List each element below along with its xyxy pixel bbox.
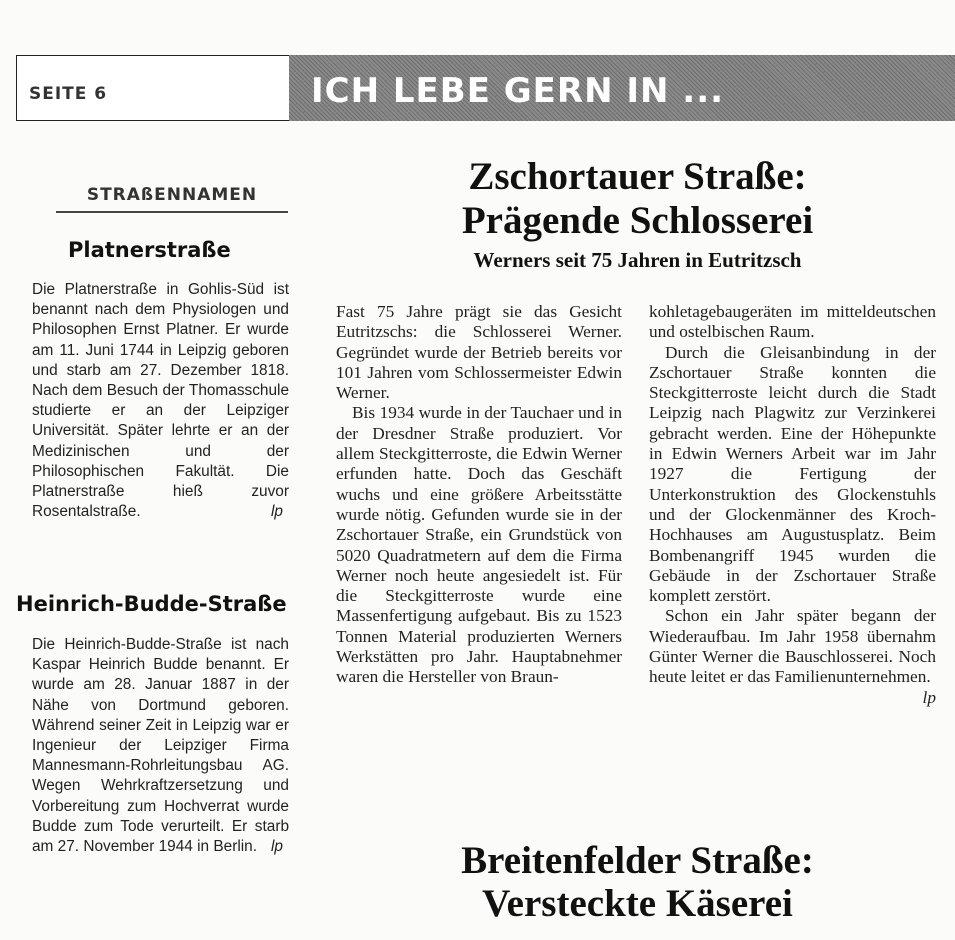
author-initials: lp: [922, 687, 936, 707]
section-banner: [289, 55, 955, 121]
article-column-1: [336, 302, 622, 688]
paragraph-text: Schon ein Jahr später begann der Wiederaufbau. Im Jahr 1958 übernahm Günter Werner die Bauschlosserei. Noch heute leitet er das Familienunternehmen.: [649, 606, 936, 687]
paragraph: Durch die Gleisanbindung in der Zschortauer Straße konnten die Steckgitterroste leicht durch die Stadt Leipzig nach Plagwitz zur Verzinkerei gebracht werden. Eine der Höhepunkte in Edwin Werners Arbeit war im Jahr 1927 die Fertigung der Unterkonstruktion des Glockenstuhls und der Glockenmänner des Kroch-Hochhauses am Augustusplatz. Beim Bombenangriff 1945 wurden die Gebäude in der Zschortauer Straße komplett zerstört.: [649, 342, 936, 606]
article-subheadline: Werners seit 75 Jahren in Eutritzsch: [473, 248, 802, 272]
entry-body-platnerstrasse: [32, 280, 289, 522]
paragraph: Bis 1934 wurde in der Tauchaer und in der Dresdner Straße produziert. Vor allem Steckgitterroste, die Edwin Werner erfunden hatte. Doch das Geschäft wuchs und eine größere Arbeitsstätte wurde nötig. Gefunden wurde sie in der Zschortauer Straße, ein Grundstück von 5020 Quadratmetern auf dem die Firma Werner noch heute angesiedelt ist. Für die Steckgitterroste wurde eine Massenfertigung aufgebaut. Bis zu 1523 Tonnen Material produzierten Werners Werkstätten pro Jahr. Hauptabnehmer waren die Hersteller von Braun-: [336, 403, 622, 687]
article-column-2: [649, 302, 936, 708]
street-names-sidebar: [16, 130, 301, 940]
paragraph: kohletagebaugeräten im mitteldeutschen und ostelbischen Raum.: [649, 302, 936, 342]
paragraph: [649, 606, 936, 707]
entry-title-platnerstrasse: Platnerstraße: [68, 238, 231, 262]
entry-text: Die Platnerstraße in Gohlis-Süd ist benannt nach dem Physiologen und Philosophen Ernst Platner. Er wurde am 11. Juni 1744 in Leipzig geboren und starb am 27. Dezember 1818. Nach dem Besuch der Thomasschule studierte er an der Leipziger Universität. Später lehrte er an der Medizinischen und der Philosophischen Fakultät. Die Platnerstraße hieß zuvor Rosentalstraße.: [32, 281, 289, 521]
author-initials: lp: [271, 838, 283, 856]
article-headline-line1: Zschortauer Straße:: [468, 155, 807, 198]
entry-body-heinrich-budde-strasse: [32, 635, 289, 857]
main-content: [320, 140, 955, 940]
article-headline-line2: Prägende Schlosserei: [461, 199, 814, 242]
page-header: [16, 55, 955, 121]
sidebar-heading: STRAßENNAMEN: [56, 185, 288, 213]
entry-title-heinrich-budde-strasse: Heinrich-Budde-Straße: [16, 592, 287, 616]
second-article-headline-line1: Breitenfelder Straße:: [461, 839, 814, 882]
section-title: ICH LEBE GERN IN ...: [311, 71, 725, 111]
entry-text: Die Heinrich-Budde-Straße ist nach Kaspar Heinrich Budde benannt. Er wurde am 28. Januar 1887 in der Nähe von Dortmund geboren. Während seiner Zeit in Leipzig war er Ingenieur der Leipziger Firma Mannesmann-Rohrleitungsbau AG. Wegen Wehrkraftzersetzung und Vorbereitung zum Hochverrat wurde Budde zum Tode verurteilt. Er starb am 27. November 1944 in Berlin.: [32, 636, 289, 856]
paragraph: Fast 75 Jahre prägt sie das Gesicht Eutritzschs: die Schlosserei Werner. Gegründet wurde der Betrieb bereits vor 101 Jahren vom Schlossermeister Edwin Werner.: [336, 302, 622, 403]
second-article-headline-line2: Versteckte Käserei: [482, 882, 793, 925]
author-initials: lp: [271, 503, 283, 521]
page-number-label: SEITE 6: [29, 84, 108, 104]
